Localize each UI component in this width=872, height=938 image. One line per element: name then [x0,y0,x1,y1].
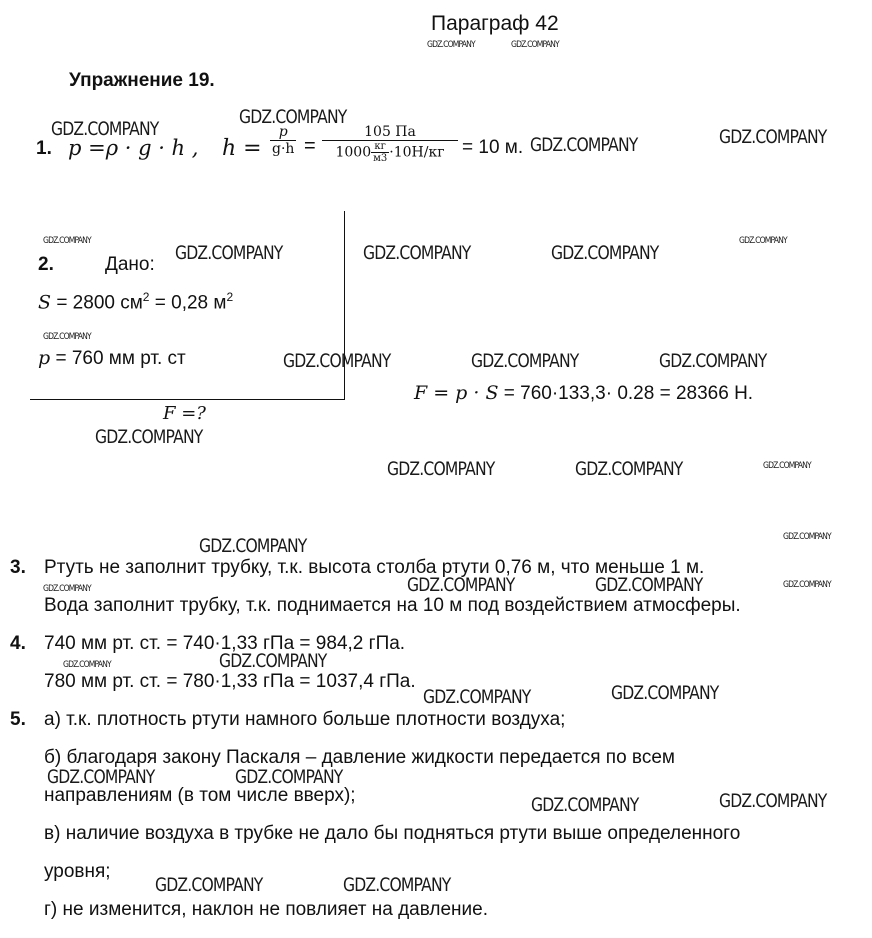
task1-formula: p =ρ · g · h , [68,136,199,160]
fraction-2-denominator [322,141,458,164]
watermark: GDZ.COMPANY [63,660,111,670]
watermark: GDZ.COMPANY [43,332,91,342]
watermark: GDZ.COMPANY [531,794,639,816]
area-value-m: = 0,28 м [149,292,227,314]
watermark: GDZ.COMPANY [511,40,559,50]
watermark: GDZ.COMPANY [51,118,159,140]
watermark: GDZ.COMPANY [43,236,91,246]
fraction-2-numerator: 105 Па [322,124,458,141]
task2-pressure [38,347,186,370]
task3-line-1: Ртуть не заполнит трубку, т.к. высота столба ртути 0,76 м, что меньше 1 м. [44,557,705,578]
watermark: GDZ.COMPANY [659,350,767,372]
task4-line-2: 780 мм рт. ст. = 780·1,33 гПа = 1037,4 гПа. [44,671,416,692]
pressure-value: = 760 мм рт. ст [50,348,186,369]
denominator-part-b: ·10Н/кг [389,144,445,161]
watermark: GDZ.COMPANY [235,766,343,788]
task2-given-label: Дано: [105,254,155,275]
solution-formula: F = p · S [414,382,499,404]
fraction-1-denominator: g·h [272,141,295,157]
watermark: GDZ.COMPANY [155,874,263,896]
denominator-part-a: 1000 [335,144,372,161]
area-value-cm: = 2800 см [56,292,143,314]
watermark: GDZ.COMPANY [387,458,495,480]
watermark: GDZ.COMPANY [783,532,831,542]
watermark: GDZ.COMPANY [739,236,787,246]
watermark: GDZ.COMPANY [471,350,579,372]
task2-area [38,290,233,314]
task5-number: 5. [10,709,26,730]
task2-number: 2. [38,254,54,275]
unit-numerator: кг [371,141,389,153]
watermark: GDZ.COMPANY [199,535,307,557]
task5-answer-c-line-1: в) наличие воздуха в трубке не дало бы подняться ртути выше определенного [44,823,741,844]
task1-number: 1. [36,138,52,159]
task5-answer-d: г) не изменится, наклон не повлияет на давление. [44,899,489,920]
task4-line-1: 740 мм рт. ст. = 740·1,33 гПа = 984,2 гПа. [44,633,406,654]
unit-denominator: м3 [373,153,388,164]
task1-fraction-1 [270,124,296,157]
area-exponent-2: 2 [226,290,234,304]
watermark: GDZ.COMPANY [530,134,638,156]
exercise-title: Упражнение 19. [69,70,215,91]
watermark: GDZ.COMPANY [783,580,831,590]
watermark: GDZ.COMPANY [239,106,347,128]
watermark: GDZ.COMPANY [551,242,659,264]
watermark: GDZ.COMPANY [575,458,683,480]
watermark: GDZ.COMPANY [95,426,203,448]
task1-h-label: h = [222,136,262,161]
task2-find: F =? [163,403,206,424]
watermark: GDZ.COMPANY [175,242,283,264]
watermark: GDZ.COMPANY [427,40,475,50]
task4-number: 4. [10,633,26,654]
watermark: GDZ.COMPANY [43,584,91,594]
task5-answer-b-line-1: б) благодаря закону Паскаля – давление жидкости передается по всем [44,747,675,768]
area-symbol: S [38,291,52,314]
watermark: GDZ.COMPANY [363,242,471,264]
task1-result: = 10 м. [462,137,524,158]
page-title: Параграф 42 [431,12,559,35]
task3-number: 3. [10,557,26,578]
fraction-1-numerator: p [270,124,296,141]
watermark: GDZ.COMPANY [719,126,827,148]
task5-answer-a: а) т.к. плотность ртути намного больше плотности воздуха; [44,709,566,730]
task5-answer-c-line-2: уровня; [44,861,111,882]
task2-solution [414,382,753,405]
watermark: GDZ.COMPANY [423,686,531,708]
watermark: GDZ.COMPANY [719,790,827,812]
solution-calculation: = 760·133,3· 0.28 = 28366 Н. [498,383,754,404]
watermark: GDZ.COMPANY [283,350,391,372]
area-exponent-1: 2 [142,290,150,304]
given-divider-horizontal [30,399,345,400]
pressure-symbol: p [38,347,51,369]
watermark: GDZ.COMPANY [219,650,327,672]
watermark: GDZ.COMPANY [343,874,451,896]
watermark: GDZ.COMPANY [595,574,703,596]
task3-line-2: Вода заполнит трубку, т.к. поднимается на 10 м под воздействием атмосферы. [44,595,741,616]
watermark: GDZ.COMPANY [47,766,155,788]
watermark: GDZ.COMPANY [763,461,811,471]
task1-equals: = [304,135,316,157]
task1-fraction-2 [322,124,458,164]
watermark: GDZ.COMPANY [611,682,719,704]
watermark: GDZ.COMPANY [407,574,515,596]
task5-answer-b-line-2: направлениям (в том числе вверх); [44,785,356,806]
